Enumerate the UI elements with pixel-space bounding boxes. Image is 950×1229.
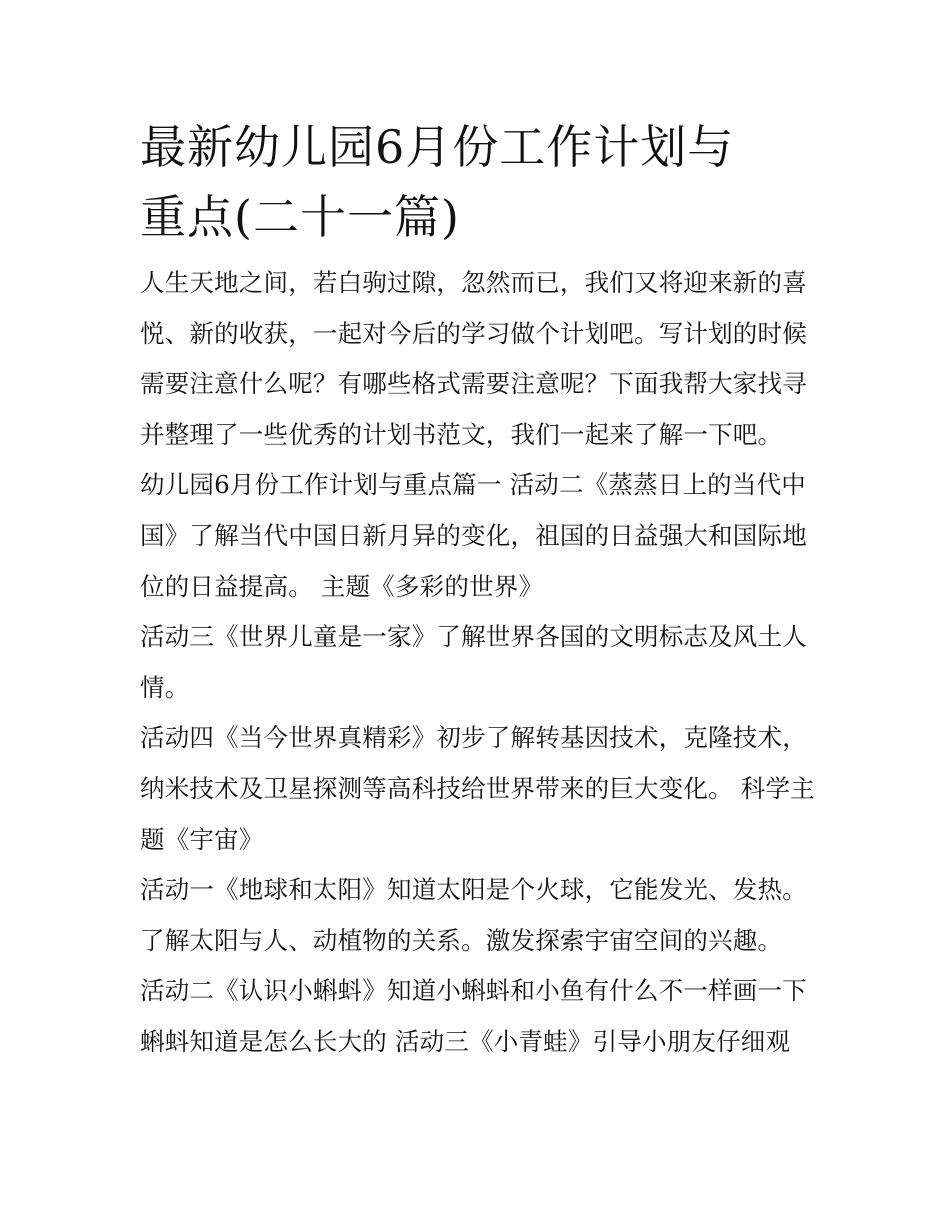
document-body (140, 112, 820, 1068)
section-paragraph: 幼儿园6月份工作计划与重点篇一 活动二《蒸蒸日上的当代中国》了解当代中国日新月异的变化，祖国的日益强大和国际地位的日益提高。 主题《多彩的世界》 (140, 470, 807, 601)
document-title (140, 112, 820, 252)
title-line-1: 最新幼儿园6月份工作计划与 (140, 120, 735, 174)
section-paragraph: 活动四《当今世界真精彩》初步了解转基因技术，克隆技术，纳米技术及卫星探测等高科技给世界带来的巨大变化。 科学主题《宇宙》 (140, 723, 815, 854)
intro-paragraph: 人生天地之间，若白驹过隙，忽然而已，我们又将迎来新的喜悦、新的收获，一起对今后的学习做个计划吧。写计划的时候需要注意什么呢？有哪些格式需要注意呢？下面我帮大家找寻并整理了一些优秀的计划书范文，我们一起来了解一下吧。 (140, 268, 807, 449)
section-paragraph: 活动三《世界儿童是一家》了解世界各国的文明标志及风土人情。 (140, 622, 807, 702)
section-paragraph: 活动一《地球和太阳》知道太阳是个火球，它能发光、发热。了解太阳与人、动植物的关系。激发探索宇宙空间的兴趣。 (140, 875, 807, 955)
title-line-2: 重点(二十一篇) (140, 190, 460, 244)
section-paragraph: 活动二《认识小蝌蚪》知道小蝌蚪和小鱼有什么不一样画一下蝌蚪知道是怎么长大的 活动三《小青蛙》引导小朋友仔细观 (140, 976, 807, 1056)
